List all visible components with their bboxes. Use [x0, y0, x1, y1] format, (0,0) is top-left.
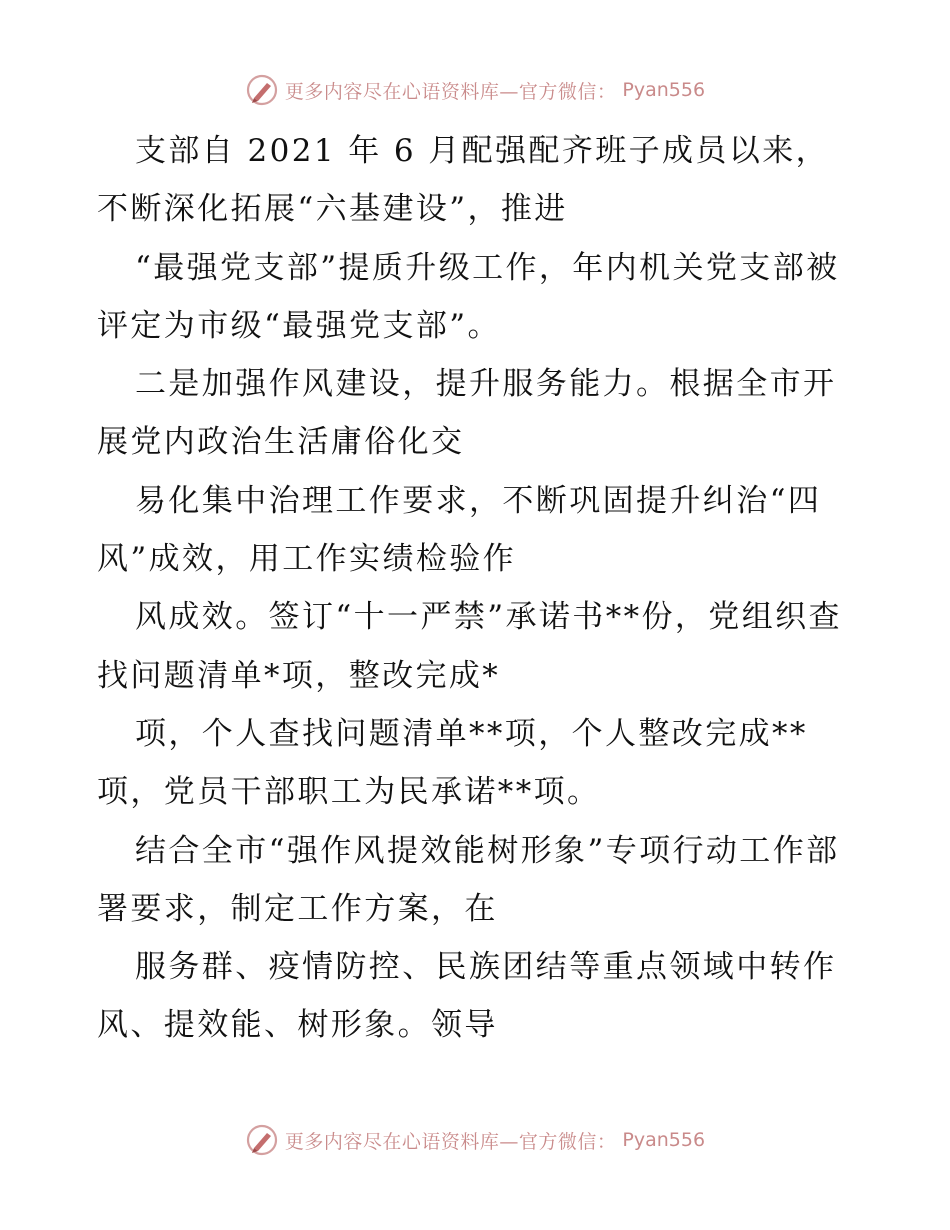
paragraph-6: 项，个人查找问题清单**项，个人整改完成**项，党员干部职工为民承诺**项。 — [97, 715, 808, 811]
paragraph-2: “最强党支部”提质升级工作，年内机关党支部被评定为市级“最强党支部”。 — [97, 249, 840, 344]
header-watermark — [0, 70, 950, 110]
watermark-id: Pyan556 — [622, 79, 706, 101]
watermark-text: 更多内容尽在心语资料库—官方微信： — [284, 1130, 617, 1153]
footer-watermark — [0, 1120, 950, 1160]
pen-logo-icon — [245, 73, 279, 107]
paragraph-1: 支部自 2021 年 6 月配强配齐班子成员以来，不断深化拓展“六基建设”，推进 — [97, 133, 830, 228]
watermark-id: Pyan556 — [622, 1129, 706, 1151]
paragraph-7: 结合全市“强作风提效能树形象”专项行动工作部署要求，制定工作方案，在 — [97, 832, 840, 927]
pen-logo-icon — [245, 1123, 279, 1157]
paragraph-8: 服务群、疫情防控、民族团结等重点领域中转作风、提效能、树形象。领导 — [97, 949, 837, 1044]
paragraph-5: 风成效。签订“十一严禁”承诺书**份，党组织查找问题清单*项，整改完成* — [97, 599, 842, 694]
paragraph-3: 二是加强作风建设，提升服务能力。根据全市开展党内政治生活庸俗化交 — [97, 366, 837, 461]
document-body — [97, 122, 853, 1055]
watermark-text: 更多内容尽在心语资料库—官方微信： — [284, 80, 617, 103]
paragraph-4: 易化集中治理工作要求，不断巩固提升纠治“四风”成效，用工作实绩检验作 — [97, 482, 822, 578]
